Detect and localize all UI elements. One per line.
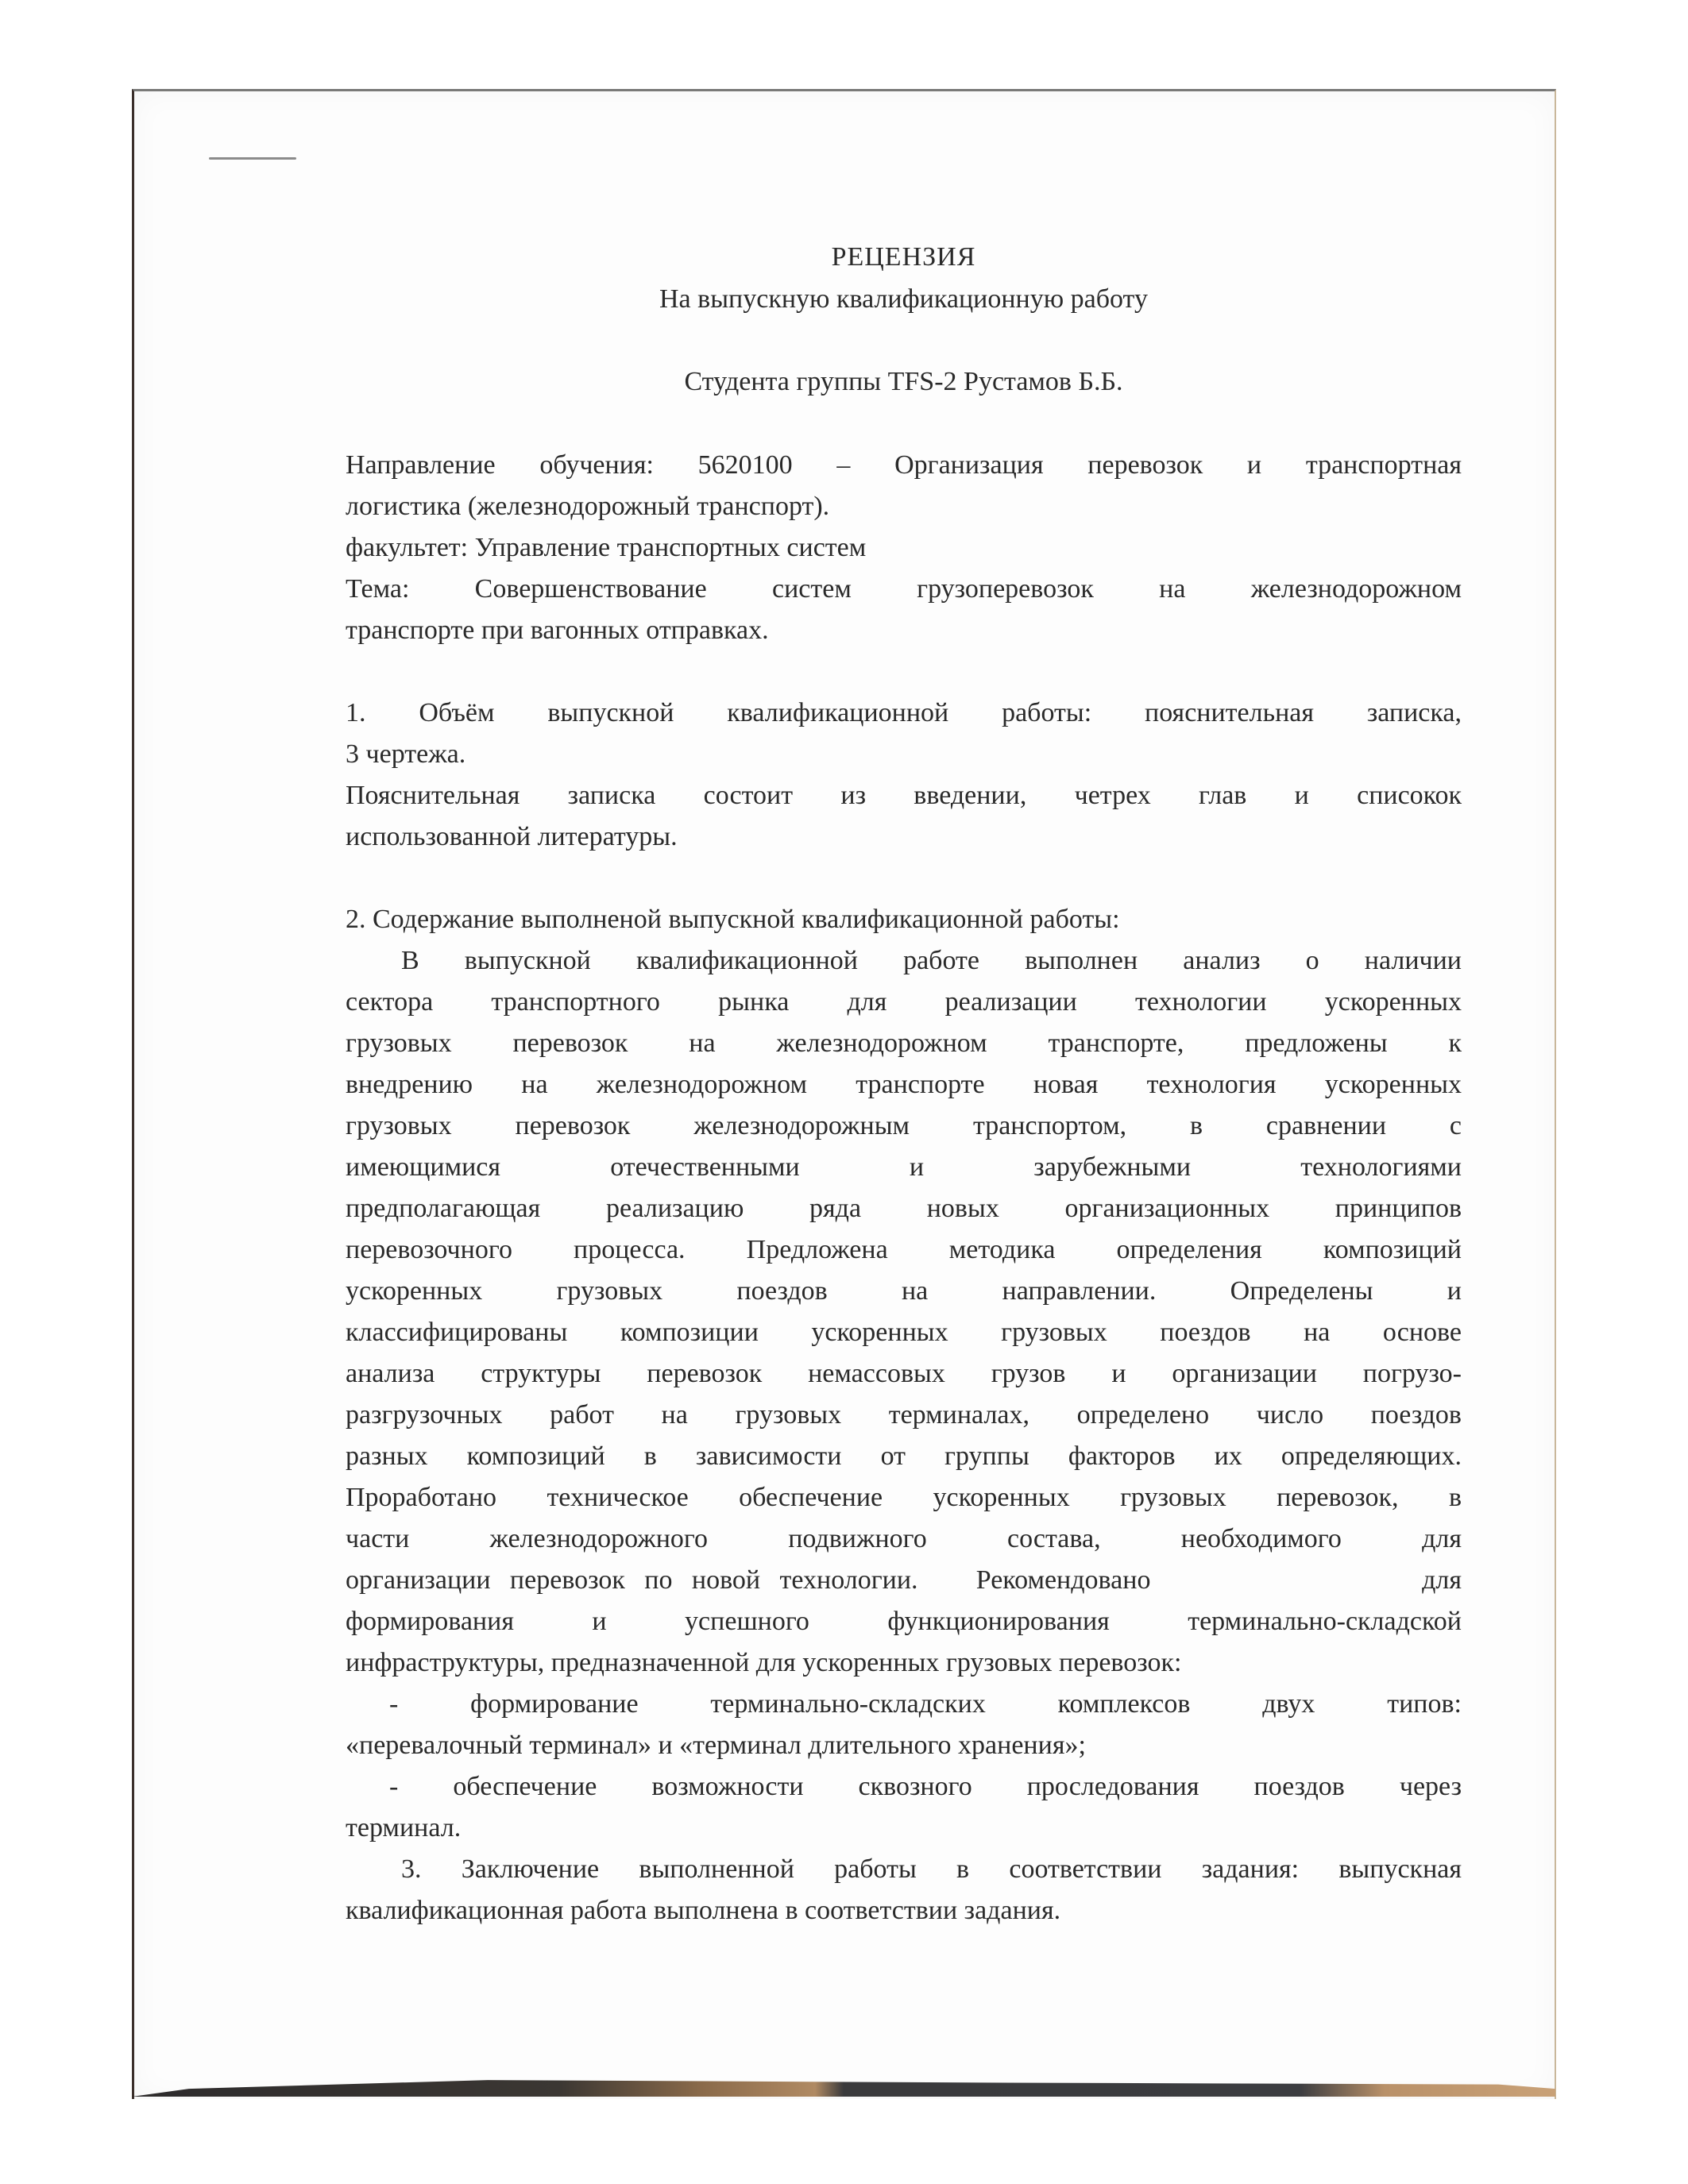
section2-line: инфраструктуры, предназначенной для ускоренных грузовых перевозок: (346, 1648, 1182, 1677)
section2-line: организации перевозок по новой технологии. Рекомендовано для (346, 1565, 1462, 1595)
bullet-item: - обеспечение возможности сквозного проследования поездов через (389, 1772, 1462, 1801)
section2-line: части железнодорожного подвижного состава, необходимого для (346, 1524, 1462, 1553)
section1-line: 1. Объём выпускной квалификационной работы: пояснительная записка, (346, 698, 1462, 727)
meta-line: Направление обучения: 5620100 – Организация перевозок и транспортная (346, 450, 1462, 480)
section2-line: формирования и успешного функционирования терминально-складской (346, 1607, 1462, 1636)
section2-line: грузовых перевозок железнодорожным транспортом, в сравнении с (346, 1111, 1462, 1140)
section2-line: разгрузочных работ на грузовых терминалах, определено число поездов (346, 1400, 1462, 1430)
pencil-mark (209, 157, 296, 160)
document-title: РЕЦЕНЗИЯ (831, 242, 976, 272)
bullet-item-continuation: «перевалочный терминал» и «терминал длительного хранения»; (346, 1731, 1086, 1760)
section2-line: В выпускной квалификационной работе выполнен анализ о наличии (401, 946, 1462, 975)
section1-line: использованной литературы. (346, 822, 678, 851)
meta-line: Тема: Совершенствование систем грузоперевозок на железнодорожном (346, 574, 1462, 604)
bullet-item: - формирование терминально-складских комплексов двух типов: (389, 1689, 1462, 1719)
section2-line: Проработано техническое обеспечение ускоренных грузовых перевозок, в (346, 1483, 1462, 1512)
meta-line: факультет: Управление транспортных систем (346, 533, 867, 562)
student-line: Студента группы TFS-2 Рустамов Б.Б. (684, 367, 1123, 396)
section2-line: перевозочного процесса. Предложена методика определения композиций (346, 1235, 1462, 1264)
section2-line: предполагающая реализацию ряда новых организационных принципов (346, 1194, 1462, 1223)
section2-line: классифицированы композиции ускоренных грузовых поездов на основе (346, 1318, 1462, 1347)
section3-line: 3. Заключение выполненной работы в соответствии задания: выпускная (401, 1854, 1462, 1884)
section2-line: ускоренных грузовых поездов на направлении. Определены и (346, 1276, 1462, 1306)
section1-line: Пояснительная записка состоит из введении, четрех глав и списокок (346, 781, 1462, 810)
meta-line: логистика (железнодорожный транспорт). (346, 492, 830, 521)
bullet-item-continuation: терминал. (346, 1813, 462, 1843)
meta-line: транспорте при вагонных отправках. (346, 615, 769, 645)
section1-line: 3 чертежа. (346, 739, 466, 769)
section2-line: внедрению на железнодорожном транспорте новая технология ускоренных (346, 1070, 1462, 1099)
section2-line: имеющимися отечественными и зарубежными технологиями (346, 1152, 1462, 1182)
section2-line: грузовых перевозок на железнодорожном транспорте, предложены к (346, 1028, 1462, 1058)
section2-line: анализа структуры перевозок немассовых грузов и организации погрузо- (346, 1359, 1462, 1388)
section2-line: сектора транспортного рынка для реализации технологии ускоренных (346, 987, 1462, 1017)
section3-line: квалификационная работа выполнена в соответствии задания. (346, 1896, 1061, 1925)
document-subtitle: На выпускную квалификационную работу (659, 284, 1148, 314)
section2-line: разных композиций в зависимости от группы факторов их определяющих. (346, 1441, 1462, 1471)
section2-heading: 2. Содержание выполненой выпускной квалификационной работы: (346, 905, 1120, 934)
